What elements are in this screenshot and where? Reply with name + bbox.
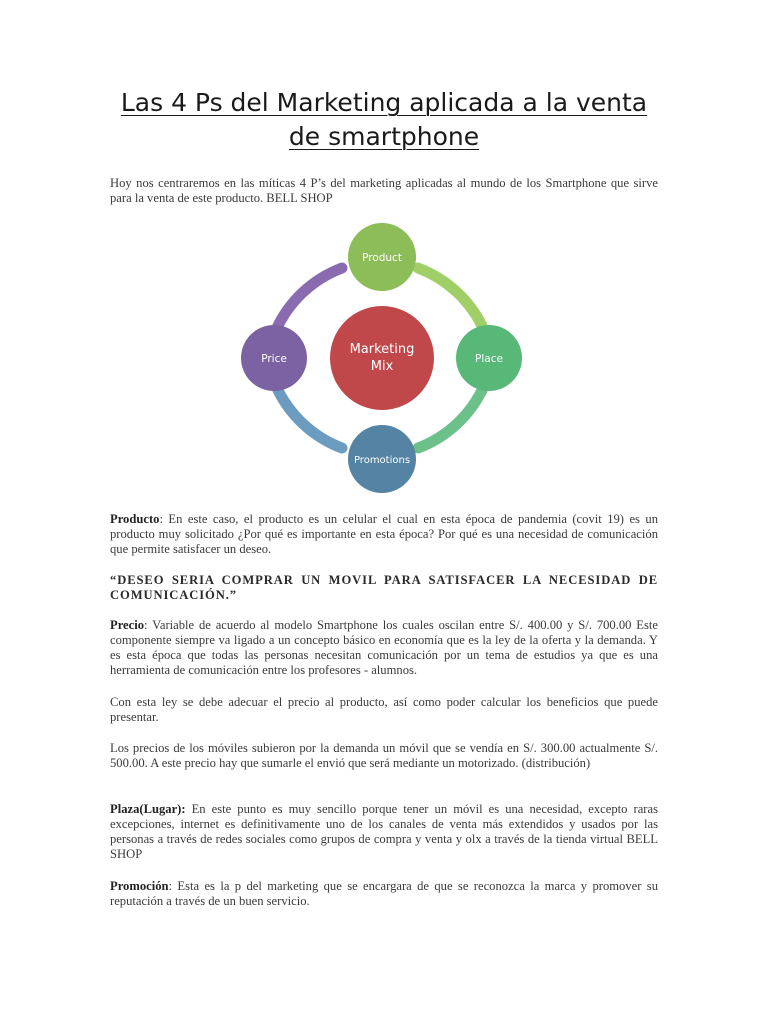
title-line-2: de smartphone: [288, 122, 480, 151]
title-line-1: Las 4 Ps del Marketing aplicada a la venta: [120, 88, 648, 117]
place-label: Place: [475, 353, 503, 365]
plaza-paragraph: [110, 802, 658, 862]
precios-paragraph: Los precios de los móviles subieron por la demanda un móvil que se vendía en S/. 300.00 actualmente S/. 500.00. A este precio hay que sumarle el envió que será mediante un motorizado. (distribución): [110, 741, 658, 770]
producto-paragraph: [110, 512, 658, 557]
center-circle: [330, 306, 434, 410]
promotions-label: Promotions: [353, 455, 411, 466]
arc-place-promotions: [418, 386, 484, 448]
precio-paragraph: [110, 618, 658, 678]
precio-text: : Variable de acuerdo al modelo Smartphone los cuales oscilan entre S/. 400.00 y S/. 700.00 Este componente siempre va ligado a un concepto básico en economía que es la ley de la oferta y la demanda. Y es esta época que todas las personas necesitan comunicación por un tema de estudios ya que es una herramienta de comunicación entre los profesores - alumnos.: [110, 618, 658, 677]
promocion-paragraph: [110, 879, 658, 909]
center-label-line-2: Mix: [370, 359, 394, 374]
arc-promotions-price: [276, 386, 342, 448]
center-label-line-1: Marketing: [349, 342, 415, 357]
promocion-label: Promoción: [110, 879, 169, 893]
quote-paragraph: “DESEO SERIA COMPRAR UN MOVIL PARA SATISFACER LA NECESIDAD DE COMUNICACIÓN.”: [110, 573, 658, 602]
marketing-mix-diagram: [230, 222, 530, 494]
producto-label: Producto: [110, 512, 160, 526]
price-label: Price: [261, 353, 287, 365]
arc-product-place: [418, 268, 484, 330]
page-title: [80, 86, 688, 154]
producto-text: : En este caso, el producto es un celular el cual en esta época de pandemia (covit 19) es un producto muy solicitado ¿Por qué es importante en esta época? Por qué es una necesidad de comunicación que permite satisfacer un deseo.: [110, 512, 658, 556]
plaza-text: En este punto es muy sencillo porque tener un móvil es una necesidad, excepto raras excepciones, internet es definitivamente uno de los canales de venta más extendidos y usados por las personas a través de redes sociales como grupos de compra y venta y olx a través de la tienda virtual BELL SHOP: [110, 802, 658, 861]
arc-price-product: [276, 268, 342, 330]
ley-paragraph: Con esta ley se debe adecuar el precio al producto, así como poder calcular los beneficios que puede presentar.: [110, 695, 658, 724]
intro-paragraph: Hoy nos centraremos en las míticas 4 P’s del marketing aplicadas al mundo de los Smartphone que sirve para la venta de este producto. BELL SHOP: [110, 176, 658, 205]
promocion-text: : Esta es la p del marketing que se encargara de que se reconozca la marca y promover su reputación a través de un buen servicio.: [110, 879, 658, 908]
plaza-label: Plaza(Lugar):: [110, 802, 186, 816]
precio-label: Precio: [110, 618, 145, 632]
product-label: Product: [362, 252, 402, 264]
